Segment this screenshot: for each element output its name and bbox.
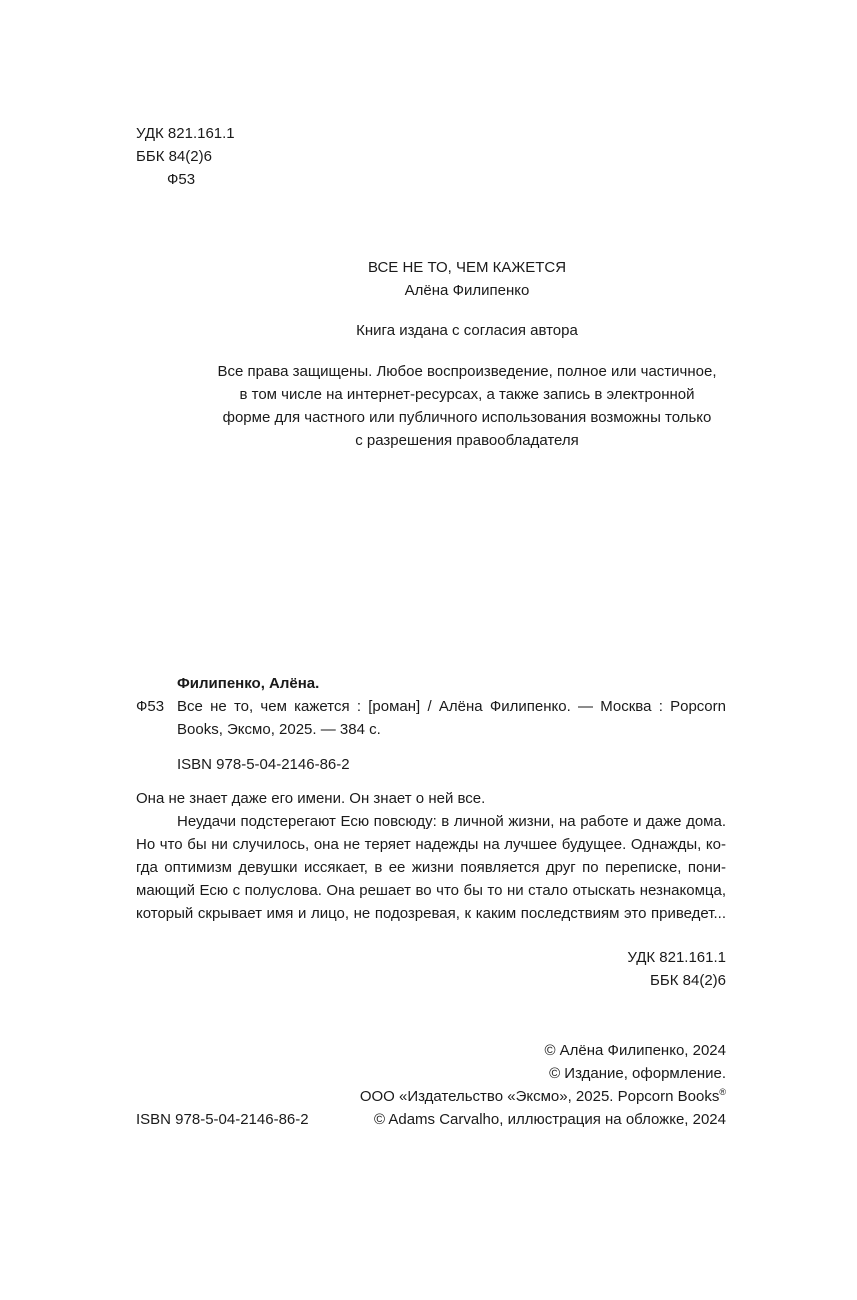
annotation-line: гда оптимизм девушки иссякает, в ее жизни появляется друг по переписке, пони- [136,859,726,876]
rights-line: с разрешения правообладателя [355,432,579,449]
bibliographic-record [136,672,726,776]
bib-code: Ф53 [136,698,165,715]
bbk-code-right: ББК 84(2)6 [650,972,726,989]
copyright-publisher [360,1085,726,1108]
author-mark: Ф53 [167,171,196,188]
book-author: Алёна Филипенко [404,282,530,299]
udk-code-right: УДК 821.161.1 [627,949,726,966]
copyright-author: © Алёна Филипенко, 2024 [544,1042,726,1059]
consent-text: Книга издана с согласия автора [356,322,578,339]
copyright-illustration: © Adams Carvalho, иллюстрация на обложке, 2024 [373,1111,726,1128]
annotation-line: мающий Есю с полуслова. Она решает во что бы то ни стало отыскать незнакомца, [136,882,726,899]
isbn-bottom: ISBN 978-5-04-2146-86-2 [136,1111,309,1128]
bib-author-heading: Филипенко, Алёна. [177,675,320,692]
registered-mark: ® [719,1087,726,1097]
book-title: ВСЕ НЕ ТО, ЧЕМ КАЖЕТСЯ [367,259,567,276]
rights-line: форме для частного или публичного использования возможны только [222,409,712,426]
annotation-line: Неудачи подстерегают Есю повсюду: в личной жизни, на работе и даже дома. [177,813,726,830]
annotation-line: который скрывает имя и лицо, не подозревая, к каким последствиям это приведет... [136,905,726,922]
rights-notice [136,360,798,452]
rights-line: в том числе на интернет-ресурсах, а также запись в электронной [239,386,695,403]
rights-line: Все права защищены. Любое воспроизведение, полное или частичное, [217,363,717,380]
classification-codes [136,122,235,191]
bib-isbn: ISBN 978-5-04-2146-86-2 [177,756,350,773]
title-block [136,256,798,302]
annotation [136,787,726,925]
annotation-line: Она не знает даже его имени. Он знает о ней все. [136,790,486,807]
copyright-edition: © Издание, оформление. [549,1065,726,1082]
bbk-code: ББК 84(2)6 [136,148,212,165]
bib-description-line: Books, Эксмо, 2025. — 384 с. [177,721,381,738]
udk-code: УДК 821.161.1 [136,125,235,142]
copyright-publisher-text: ООО «Издательство «Эксмо», 2025. Popcorn Books [359,1088,720,1105]
consent-note [136,319,798,342]
annotation-line: Но что бы ни случилось, она не теряет надежды на лучшее будущее. Однажды, ко- [136,836,726,853]
bib-description-line: Все не то, чем кажется : [роман] / Алёна Филипенко. — Москва : Popcorn [177,698,726,715]
copyright-block [360,1039,726,1131]
right-classification-codes [627,946,726,992]
bib-entry [136,695,726,741]
